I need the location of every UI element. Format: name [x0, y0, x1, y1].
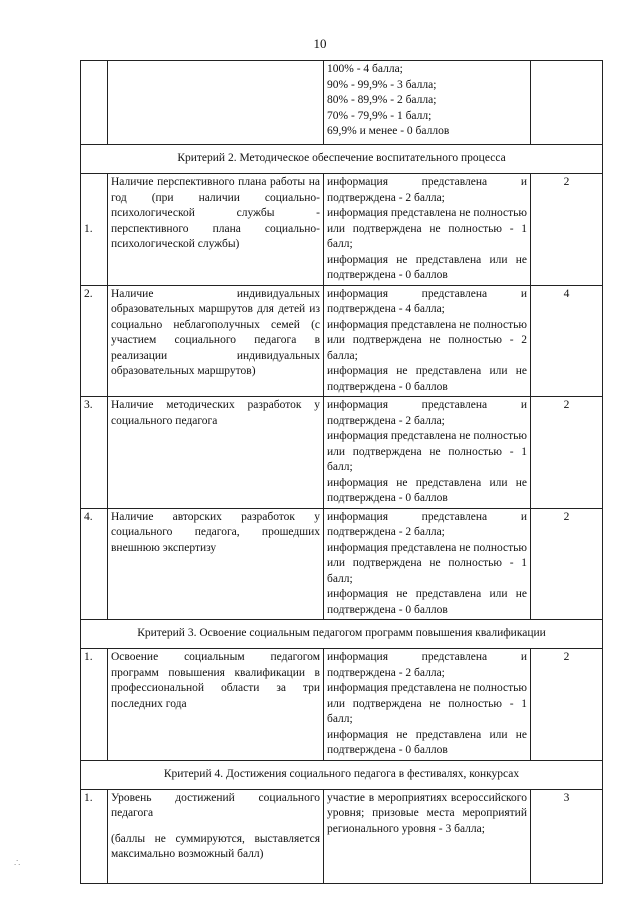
score-value: 2 — [563, 399, 570, 411]
evaluation-line: информация представлена не полностью или подтверждена не полностью - 1 балл; — [327, 682, 527, 725]
cont-line: 70% - 79,9% - 1 балл; — [327, 109, 432, 122]
evaluation-line: участие в мероприятиях всероссийского уровня; призовые места мероприятий регионального уровня - 3 балла; — [327, 791, 527, 835]
indicator-text: Наличие перспективного плана работы на год (при наличии социально-психологической службы - перспективного плана социально-психологической службы) — [111, 176, 320, 250]
cont-line: 100% - 4 балла; — [327, 63, 403, 75]
table-row — [81, 789, 603, 883]
evaluation-line: информация представлена не полностью или подтверждена не полностью - 1 балл; — [327, 207, 527, 250]
cont-num-cell — [81, 61, 108, 145]
row-number — [81, 285, 108, 397]
table-row — [81, 508, 603, 620]
row-number — [81, 508, 108, 620]
indicator-note: (баллы не суммируются, выставляется максимально возможный балл) — [111, 832, 320, 860]
evaluation-line: информация представлена и подтверждена - 2 балла; — [327, 510, 527, 538]
evaluation-cell — [324, 789, 531, 883]
row-number-text: 3. — [84, 399, 93, 411]
evaluation-line: информация представлена и подтверждена - 2 балла; — [327, 399, 527, 427]
criterion-4-header — [81, 760, 603, 789]
row-number — [81, 174, 108, 286]
indicator-text: Освоение социальным педагогом программ повышения квалификации в профессиональной области за три последних года — [111, 651, 320, 710]
criterion-3-title: Критерий 3. Освоение социальным педагогом программ повышения квалификации — [81, 620, 603, 649]
evaluation-line: информация не представлена или не подтверждена - 0 баллов — [327, 365, 527, 393]
cont-line: 90% - 99,9% - 3 балла; — [327, 78, 437, 91]
indicator-cell — [108, 174, 324, 286]
cont-score-cell — [531, 61, 603, 145]
criterion-4-title: Критерий 4. Достижения социального педагога в фестивалях, конкурсах — [81, 760, 603, 789]
evaluation-line: информация не представлена или не подтверждена - 0 баллов — [327, 253, 527, 281]
score-value: 2 — [563, 510, 570, 523]
row-number-text: 1. — [84, 651, 93, 663]
criterion-3-header — [81, 620, 603, 649]
evaluation-line: информация представлена не полностью или подтверждена не полностью - 1 балл; — [327, 430, 527, 473]
evaluation-line: информация не представлена или не подтверждена - 0 баллов — [327, 728, 527, 756]
score-cell — [531, 789, 603, 883]
evaluation-cell — [324, 649, 531, 761]
evaluation-cell — [324, 285, 531, 397]
page-number: 10 — [313, 36, 327, 51]
criterion-2-header — [81, 145, 603, 174]
score-cell — [531, 649, 603, 761]
indicator-text: Наличие авторских разработок у социального педагога, прошедших внешнюю экспертизу — [111, 510, 320, 554]
indicator-text: Наличие методических разработок у социального педагога — [111, 399, 320, 427]
evaluation-line: информация представлена не полностью или подтверждена не полностью - 2 балла; — [327, 318, 527, 362]
indicator-text: Уровень достижений социального педагога — [111, 791, 320, 819]
row-number — [81, 397, 108, 509]
spacer — [111, 822, 320, 832]
score-cell — [531, 397, 603, 509]
margin-mark: ∴ — [14, 858, 21, 869]
indicator-cell — [108, 397, 324, 509]
evaluation-cell — [324, 508, 531, 620]
table-row — [81, 174, 603, 286]
row-number — [81, 789, 108, 883]
indicator-cell — [108, 649, 324, 761]
evaluation-line: информация представлена и подтверждена - 4 балла; — [327, 287, 527, 315]
criteria-table — [80, 60, 603, 884]
row-number-text: 4. — [84, 510, 93, 523]
indicator-cell — [108, 789, 324, 883]
score-cell — [531, 285, 603, 397]
cont-criteria-cell — [324, 61, 531, 145]
evaluation-line: информация не представлена или не подтверждена - 0 баллов — [327, 588, 527, 616]
table-row — [81, 397, 603, 509]
evaluation-cell — [324, 174, 531, 286]
row-number-text: 1. — [84, 222, 93, 235]
table-row — [81, 285, 603, 397]
evaluation-line: информация не представлена или не подтверждена - 0 баллов — [327, 476, 527, 504]
score-cell — [531, 174, 603, 286]
score-value: 4 — [563, 287, 570, 300]
indicator-cell — [108, 508, 324, 620]
evaluation-line: информация представлена не полностью или подтверждена не полностью - 1 балл; — [327, 541, 527, 585]
continuation-row — [81, 61, 603, 145]
row-number — [81, 649, 108, 761]
indicator-text: Наличие индивидуальных образовательных маршрутов для детей из социально неблагополучных семей (с участием социального педагога в реализации индивидуальных образовательных маршрутов) — [111, 287, 320, 377]
score-value: 2 — [563, 176, 570, 188]
score-cell — [531, 508, 603, 620]
cont-line: 80% - 89,9% - 2 балла; — [327, 94, 437, 106]
evaluation-line: информация представлена и подтверждена - 2 балла; — [327, 176, 527, 204]
indicator-cell — [108, 285, 324, 397]
evaluation-cell — [324, 397, 531, 509]
table-row — [81, 649, 603, 761]
score-value: 3 — [563, 791, 570, 804]
cont-text-cell — [108, 61, 324, 145]
cont-line: 69,9% и менее - 0 баллов — [327, 125, 450, 137]
score-value: 2 — [563, 651, 570, 663]
evaluation-line: информация представлена и подтверждена - 2 балла; — [327, 651, 527, 679]
criterion-2-title: Критерий 2. Методическое обеспечение воспитательного процесса — [81, 145, 603, 174]
row-number-text: 2. — [84, 287, 93, 300]
row-number-text: 1. — [84, 791, 93, 804]
